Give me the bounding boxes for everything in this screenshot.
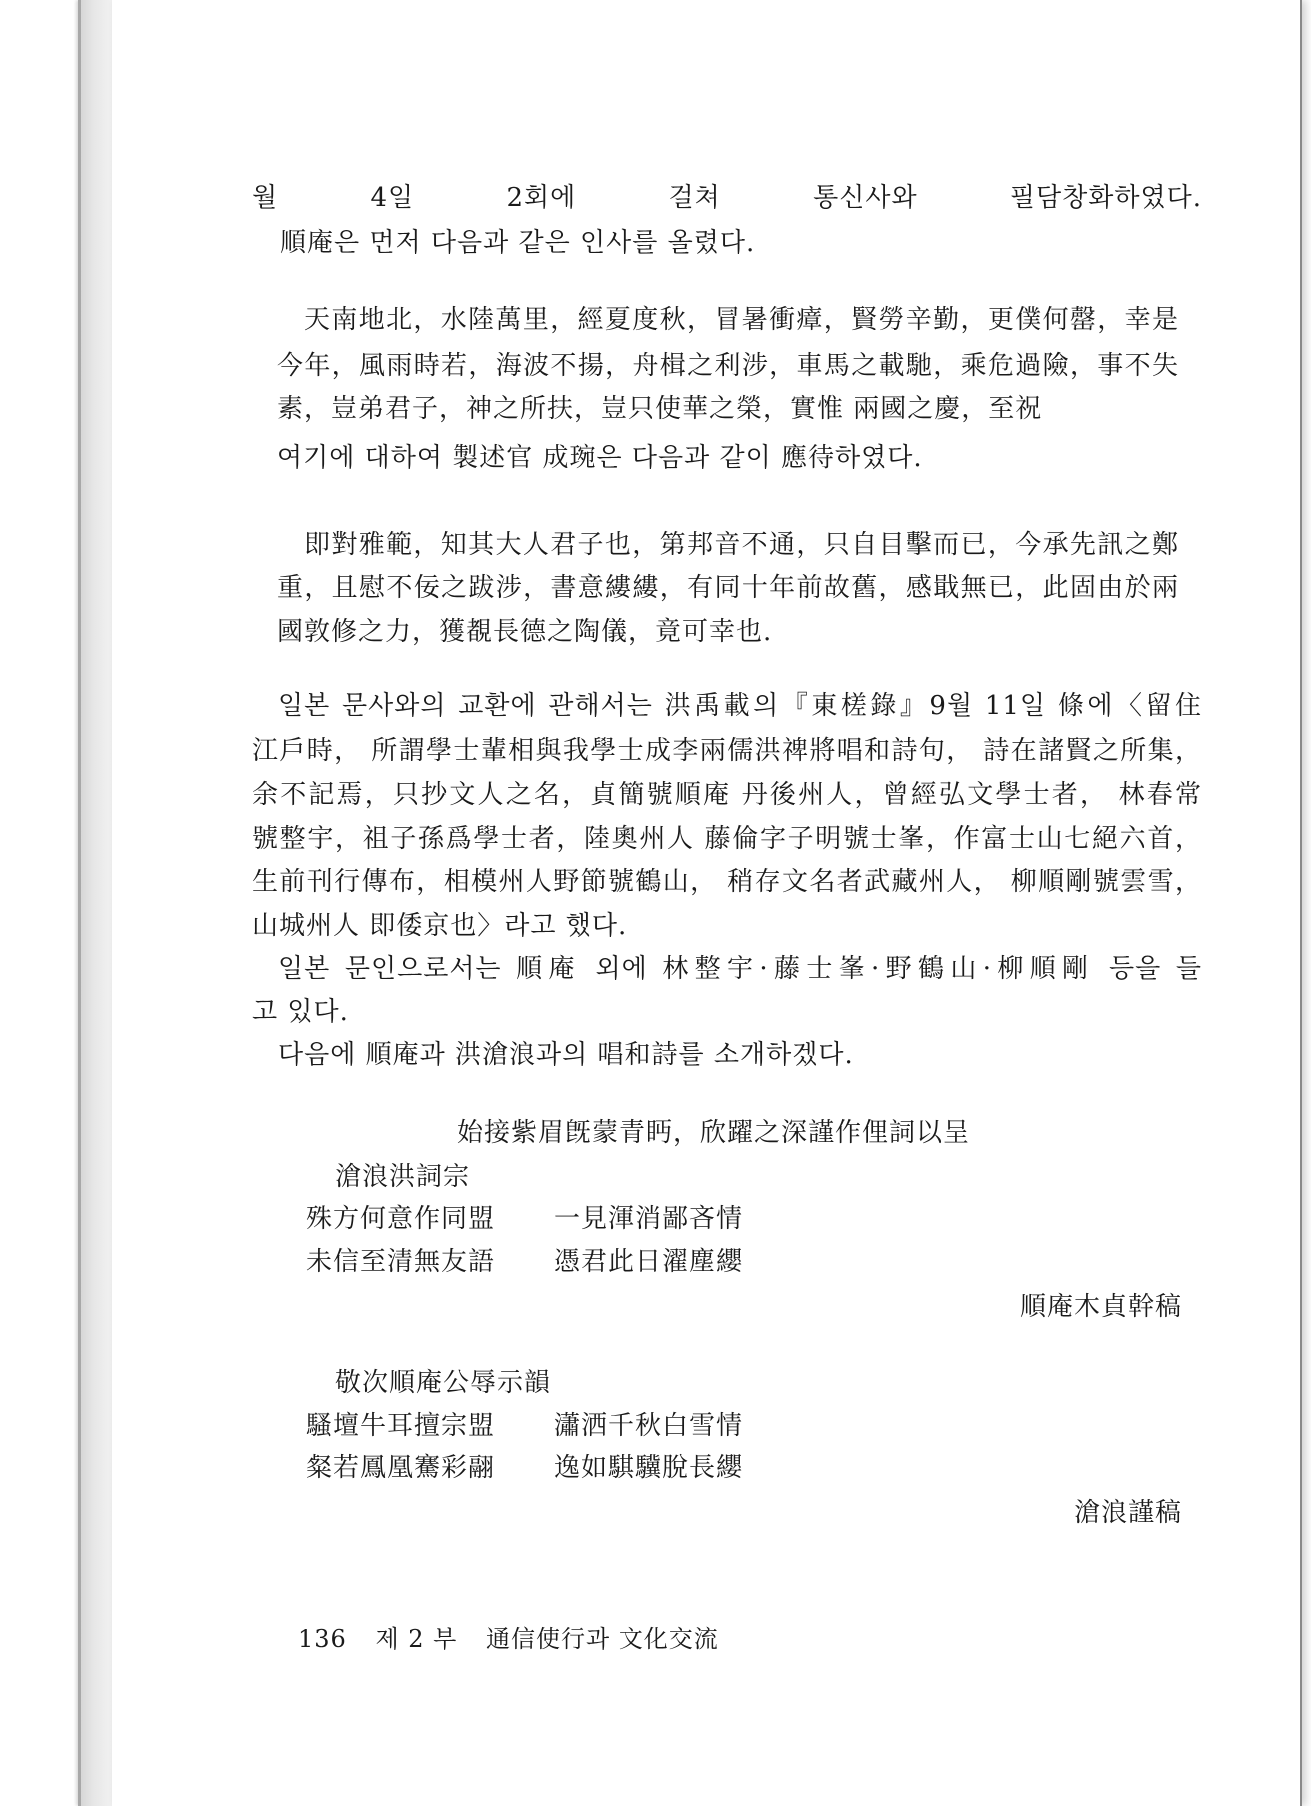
quote1-line-2: 今年，風雨時若，海波不揚，舟楫之利涉，車馬之載馳，乘危過險，事不失 — [277, 351, 1179, 381]
para1-line-6: 山城州人 即倭京也〉라고 했다. — [252, 911, 628, 941]
footer-section-title: 通信使行과 文化交流 — [486, 1625, 719, 1653]
poem2-signature: 滄浪謹稿 — [1073, 1498, 1182, 1528]
quote2-line-3: 國敦修之力，獲覩長德之陶儀，竟可幸也. — [277, 617, 773, 647]
poem1-title: 始接紫眉旣蒙青眄，欣躍之深謹作俚詞以呈 — [457, 1118, 971, 1148]
poem2-title: 敬次順庵公辱示韻 — [335, 1368, 552, 1398]
para1-line-1: 일본 문사와의 교환에 관해서는 洪禹載의『東槎錄』9월 11일 條에〈留住 — [278, 691, 1202, 721]
footer-part-label: 제 2 부 — [375, 1625, 458, 1653]
poem1-addressee: 滄浪洪詞宗 — [335, 1162, 471, 1192]
body-line-1: 월 4일 2회에 걸쳐 통신사와 필담창화하였다. — [252, 183, 1202, 213]
quote2-line-2: 重，且慰不佞之跋涉，書意縷縷，有同十年前故舊，感戢無已，此固由於兩 — [277, 573, 1179, 603]
para3-line-1: 다음에 順庵과 洪滄浪과의 唱和詩를 소개하겠다. — [278, 1040, 854, 1070]
poem2-row1-b: 瀟洒千秋白雪情 — [554, 1411, 744, 1441]
para1-line-4: 號整宇，祖子孫爲學士者，陸奧州人 藤倫字子明號士峯，作富士山七絕六首， — [252, 824, 1202, 854]
poem2-row2-a: 粲若鳳凰騫彩翮 — [306, 1453, 496, 1483]
poem2-row2-b: 逸如騏驥脫長纓 — [554, 1453, 744, 1483]
poem2-row1-a: 騷壇牛耳擅宗盟 — [306, 1411, 496, 1441]
book-spine — [78, 0, 112, 1806]
book-page — [112, 0, 1302, 1806]
poem1-row1-a: 殊方何意作同盟 — [306, 1204, 496, 1234]
body-line-2: 順庵은 먼저 다음과 같은 인사를 올렸다. — [280, 228, 756, 258]
para2-line-2: 고 있다. — [252, 997, 349, 1027]
para1-line-3: 余不記焉，只抄文人之名，貞簡號順庵 丹後州人，曾經弘文學士者， 林春常 — [252, 780, 1202, 810]
para1-line-2: 江戶時， 所謂學士輩相與我學士成李兩儒洪禆將唱和詩句， 詩在諸賢之所集， — [252, 736, 1202, 766]
page-footer — [298, 1624, 739, 1654]
quote2-line-1: 即對雅範，知其大人君子也，第邦音不通，只自目擊而已，今承先訊之鄭 — [304, 530, 1179, 560]
page-number: 136 — [298, 1625, 347, 1653]
quote1-line-1: 天南地北，水陸萬里，經夏度秋，冒暑衝瘴，賢勞辛勤，更僕何罄，幸是 — [304, 305, 1179, 335]
poem1-signature: 順庵木貞幹稿 — [1019, 1292, 1182, 1322]
para2-line-1: 일본 문인으로서는 順庵 외에 林整宇·藤士峯·野鶴山·柳順剛 등을 들 — [278, 954, 1202, 984]
body-line-3: 여기에 대하여 製述官 成琬은 다음과 같이 應待하였다. — [277, 443, 923, 473]
poem1-row2-a: 未信至清無友語 — [306, 1247, 496, 1277]
quote1-line-3: 素，豈弟君子，神之所扶，豈只使華之榮，實惟 兩國之慶，至祝 — [277, 394, 1043, 424]
para1-line-5: 生前刊行傳布，相模州人野節號鶴山， 稍存文名者武藏州人， 柳順剛號雲雪， — [252, 867, 1202, 897]
poem1-row2-b: 憑君此日濯塵纓 — [554, 1247, 744, 1277]
poem1-row1-b: 一見渾消鄙吝情 — [554, 1204, 744, 1234]
